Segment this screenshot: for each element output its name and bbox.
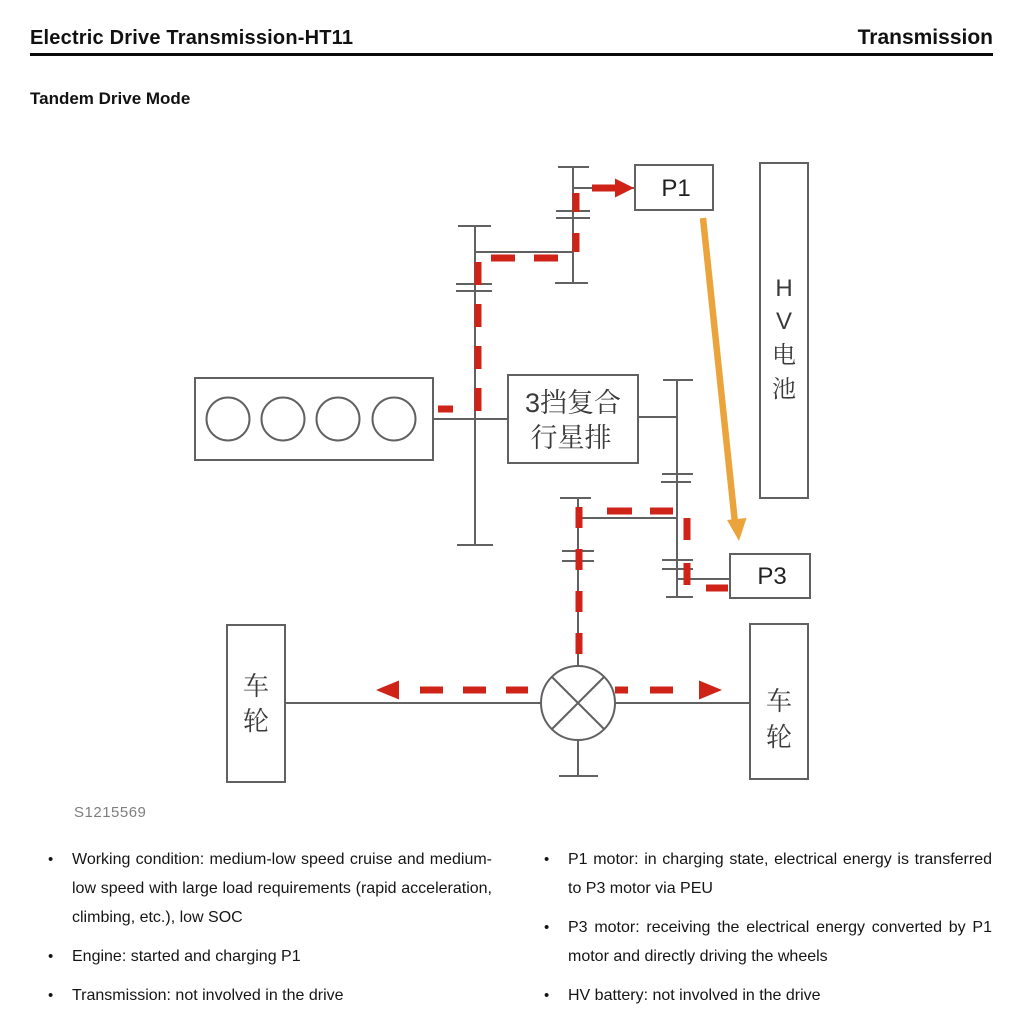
notes-right-column — [568, 845, 992, 1020]
section-title: Tandem Drive Mode — [30, 89, 191, 108]
electrical-flow-orange-arrow — [703, 218, 747, 541]
arrow-to-right-wheel-icon — [699, 681, 722, 700]
note-p1-motor: • P1 motor: in charging state, electrical energy is transferred to P3 motor via PEU — [568, 845, 992, 903]
note-p3-motor: • P3 motor: receiving the electrical energy converted by P1 motor and directly driving the wheels — [568, 913, 992, 971]
svg-text:轮: 轮 — [765, 722, 793, 752]
svg-text:电: 电 — [772, 342, 796, 369]
engine-cylinder-icon — [207, 398, 250, 441]
svg-text:车: 车 — [765, 686, 793, 716]
note-transmission: • Transmission: not involved in the drive — [72, 981, 492, 1010]
engine-box — [195, 378, 433, 460]
svg-text:车: 车 — [242, 671, 270, 701]
engine-cylinder-icon — [262, 398, 305, 441]
svg-text:H: H — [775, 275, 793, 302]
hv-battery-label — [772, 275, 796, 403]
gear-train-lines — [285, 167, 750, 776]
differential-icon — [541, 666, 615, 740]
svg-text:轮: 轮 — [242, 706, 270, 736]
engine-cylinder-icon — [317, 398, 360, 441]
arrow-to-p1-icon — [615, 179, 634, 198]
p1-motor-label: P1 — [661, 175, 691, 202]
svg-text:V: V — [775, 308, 793, 335]
notes-left-column — [72, 845, 492, 1020]
planetary-gear-label: 3挡复合 — [524, 388, 622, 418]
figure-id: S1215569 — [74, 804, 147, 821]
planetary-gear-label: 行星排 — [530, 423, 612, 453]
p3-motor-label: P3 — [757, 563, 787, 590]
page-title: Electric Drive Transmission-HT11 — [30, 27, 354, 49]
arrow-to-left-wheel-icon — [376, 681, 399, 700]
note-engine: • Engine: started and charging P1 — [72, 942, 492, 971]
note-working-condition: • Working condition: medium-low speed cruise and medium-low speed with large load requirements (rapid acceleration, climbing, etc.), low SOC — [72, 845, 492, 932]
wheel-right-label — [766, 686, 792, 752]
wheel-left-box — [227, 625, 285, 782]
engine-cylinder-icon — [373, 398, 416, 441]
chapter-title: Transmission — [857, 26, 993, 49]
svg-text:池: 池 — [772, 376, 796, 403]
note-hv-battery: • HV battery: not involved in the drive — [568, 981, 992, 1010]
wheel-left-label — [243, 671, 269, 736]
